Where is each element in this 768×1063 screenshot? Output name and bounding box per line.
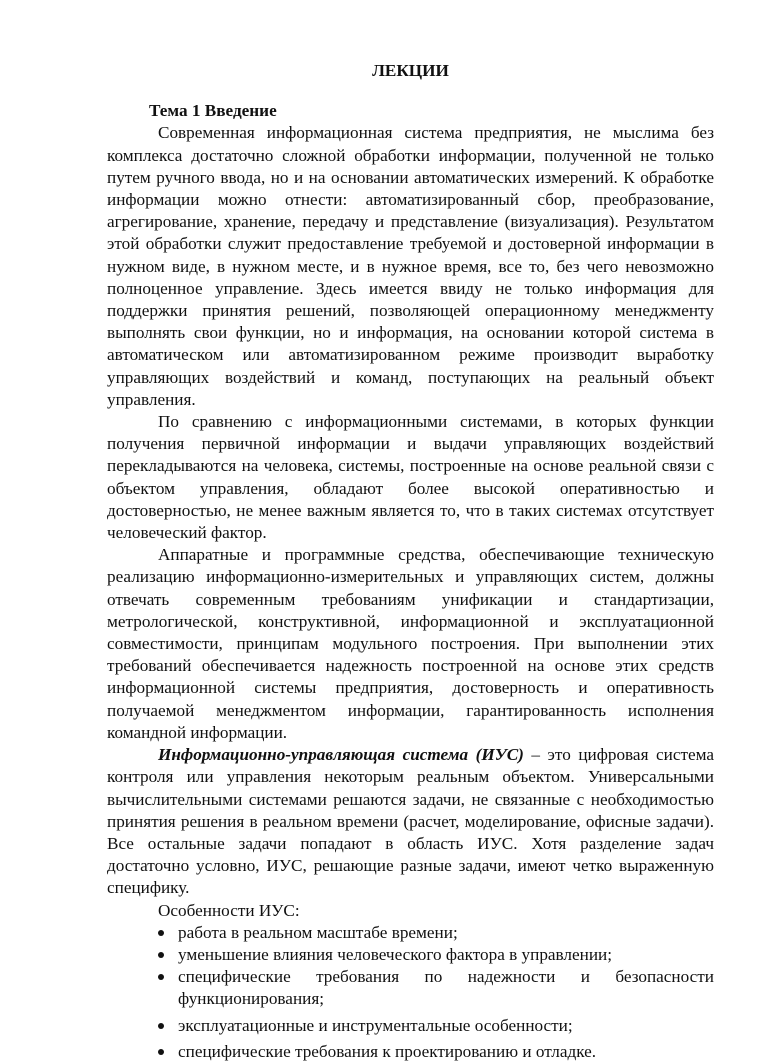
list-item (158, 966, 714, 1010)
list-item-text: специфические требования к проектированию и отладке. (178, 1041, 597, 1061)
section-title: Тема 1 Введение (149, 101, 277, 121)
list-item-text: работа в реальном масштабе времени; (178, 922, 458, 942)
list-item (158, 922, 714, 944)
bullet-icon (158, 974, 164, 980)
list-item (158, 1041, 714, 1063)
features-list (107, 922, 714, 1063)
page-title: ЛЕКЦИИ (372, 61, 449, 80)
bullet-icon (158, 1049, 164, 1055)
definition-paragraph (107, 744, 714, 899)
list-item-text: специфические требования по надежности и безопасности функционирования; (178, 967, 714, 1009)
paragraph: Современная информационная система предприятия, не мыслима без комплекса достаточно сложной обработки информации, полученной не только путем ручного ввода, но и на основании автоматических измерений. К обработке информации можно отнести: автоматизированный сбор, преобразование, агрегирование, хранение, передачу и представление (визуализация). Результатом этой обработки служит предоставление требуемой и достоверной информации в нужном виде, в нужном месте, и в нужное время, все то, без чего невозможно полноценное управление. Здесь имеется ввиду не только информация для поддержки принятия решений, позволяющей операционному менеджменту выполнять свои функции, но и информация, на основании которой система в автоматическом или автоматизированном режиме производит выработку управляющих воздействий и команд, поступающих на реальный объект управления. (107, 123, 714, 409)
definition-text: – это цифровая система контроля или управления некоторым реальным объектом. Универсальными вычислительными системами решаются задачи, не связанные с необходимостью принятия решения в реальном времени (расчет, моделирование, офисные задачи). Все остальные задачи попадают в область ИУС. Хотя разделение задач достаточно условно, ИУС, решающие разные задачи, имеют четко выраженную специфику. (107, 745, 714, 898)
list-item (158, 944, 714, 966)
document-page (107, 60, 714, 1063)
list-item-text: уменьшение влияния человеческого фактора в управлении; (178, 944, 613, 964)
paragraph: Аппаратные и программные средства, обеспечивающие техническую реализацию информационно-измерительных и управляющих систем, должны отвечать современным требованиям унификации и стандартизации, метрологической, конструктивной, информационной и эксплуатационной совместимости, принципам модульного построения. При выполнении этих требований обеспечивается надежность построенной на основе этих средств информационной системы предприятия, достоверность и оперативность получаемой менеджментом информации, гарантированность исполнения командной информации. (107, 545, 714, 742)
paragraph: По сравнению с информационными системами, в которых функции получения первичной информации и выдачи управляющих воздействий перекладываются на человека, системы, построенные на основе реальной связи с объектом управления, обладают более высокой оперативностью и достоверностью, не менее важным является то, что в таких системах отсутствует человеческий фактор. (107, 412, 714, 543)
list-item-text: эксплуатационные и инструментальные особенности; (178, 1015, 573, 1035)
features-lead: Особенности ИУС: (158, 900, 300, 920)
bullet-icon (158, 952, 164, 958)
bullet-icon (158, 1023, 164, 1029)
bullet-icon (158, 930, 164, 936)
definition-term: Информационно-управляющая система (ИУС) (158, 745, 524, 765)
list-item (158, 1015, 714, 1037)
